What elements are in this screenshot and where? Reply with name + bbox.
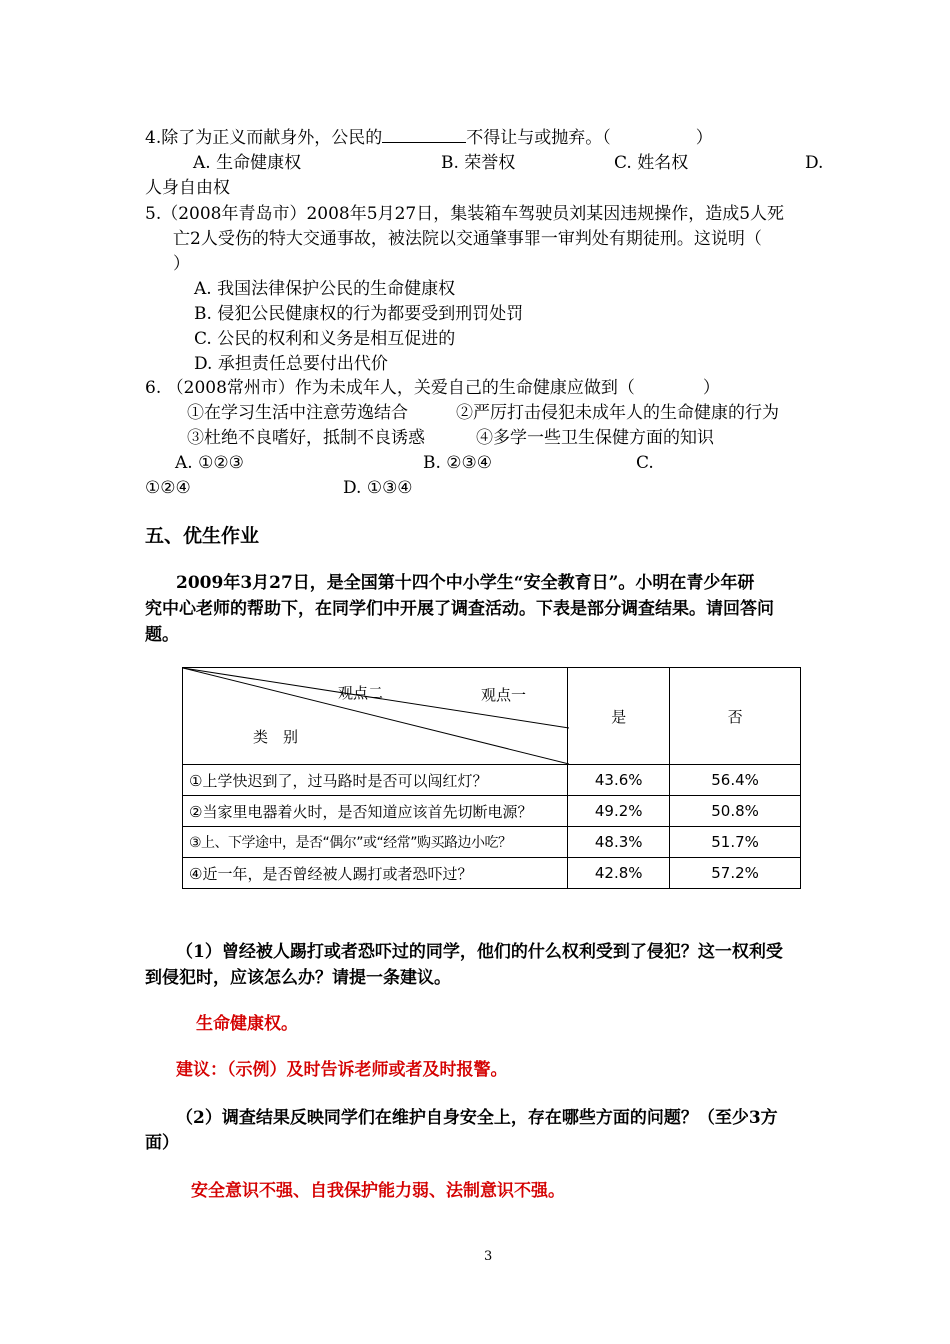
sub-q1-answer-1: 生命健康权。: [196, 1014, 298, 1034]
header-view2: 观点二: [338, 684, 384, 702]
q6-option-c-cont: ①②④: [145, 478, 191, 498]
survey-table: [182, 667, 801, 889]
sub-q1-answer-2: 建议：（示例）及时告诉老师或者及时报警。: [176, 1060, 508, 1080]
row-no: 50.8%: [670, 796, 801, 827]
q6-item-1: ①在学习生活中注意劳逸结合: [187, 403, 408, 423]
q4-stem: [145, 126, 713, 150]
q6-item-4: ④多学一些卫生保健方面的知识: [476, 428, 714, 448]
row-yes: 49.2%: [568, 796, 670, 827]
sub-q2-line-2: 面）: [145, 1133, 179, 1153]
intro-line-2: 究中心老师的帮助下，在同学们中开展了调查活动。下表是部分调查结果。请回答问: [145, 599, 774, 619]
header-category: 类 别: [253, 728, 299, 746]
q6-stem: 6. （2008常州市）作为未成年人，关爱自己的生命健康应做到（ ）: [145, 378, 720, 398]
row-yes: 42.8%: [568, 858, 670, 889]
q4-stem-after: 不得让与或抛弃。（ ）: [466, 128, 713, 148]
q4-option-a: A. 生命健康权: [193, 153, 302, 173]
q6-item-3: ③杜绝不良嗜好，抵制不良诱惑: [187, 428, 425, 448]
q6-item-2: ②严厉打击侵犯未成年人的生命健康的行为: [456, 403, 779, 423]
header-view1: 观点一: [481, 686, 527, 704]
q5-line-3: ）: [173, 254, 190, 274]
q4-answer-blank[interactable]: [382, 126, 466, 143]
q6-option-a: A. ①②③: [175, 453, 244, 473]
sub-q1-line-1: （1）曾经被人踢打或者恐吓过的同学，他们的什么权利受到了侵犯？这一权利受: [176, 942, 783, 962]
col-no: 否: [670, 668, 801, 765]
q4-option-d: D.: [805, 153, 824, 173]
q5-option-c: C. 公民的权利和义务是相互促进的: [194, 329, 456, 349]
table-row: [183, 858, 801, 889]
col-yes: 是: [568, 668, 670, 765]
row-label: ①上学快迟到了，过马路时是否可以闯红灯？: [183, 765, 568, 796]
q4-option-d-cont: 人身自由权: [145, 178, 230, 198]
intro-line-1: 2009年3月27日，是全国第十四个中小学生“安全教育日”。小明在青少年研: [176, 573, 755, 593]
row-label: ③上、下学途中，是否“偶尔”或“经常”购买路边小吃？: [183, 827, 568, 858]
sub-q2-answer: 安全意识不强、自我保护能力弱、法制意识不强。: [191, 1181, 565, 1201]
intro-line-3: 题。: [145, 625, 179, 645]
q5-option-d: D. 承担责任总要付出代价: [194, 354, 388, 374]
table-row: [183, 796, 801, 827]
q6-option-c: C.: [636, 453, 654, 473]
row-no: 51.7%: [670, 827, 801, 858]
q4-option-b: B. 荣誉权: [441, 153, 516, 173]
q4-option-c: C. 姓名权: [614, 153, 689, 173]
table-header-row: [183, 668, 801, 765]
row-label: ④近一年，是否曾经被人踢打或者恐吓过？: [183, 858, 568, 889]
table-row: [183, 765, 801, 796]
row-label: ②当家里电器着火时，是否知道应该首先切断电源？: [183, 796, 568, 827]
page-number: 3: [484, 1249, 493, 1264]
section-title: 五、优生作业: [145, 525, 260, 547]
row-no: 56.4%: [670, 765, 801, 796]
row-yes: 48.3%: [568, 827, 670, 858]
q5-line-1: 5.（2008年青岛市）2008年5月27日，集装箱车驾驶员刘某因违规操作，造成5人死: [145, 204, 785, 224]
q5-option-b: B. 侵犯公民健康权的行为都要受到刑罚处罚: [194, 304, 524, 324]
table-row: [183, 827, 801, 858]
sub-q1-line-2: 到侵犯时，应该怎么办？请提一条建议。: [145, 968, 451, 988]
sub-q2-line-1: （2）调查结果反映同学们在维护自身安全上，存在哪些方面的问题？（至少3方: [176, 1108, 778, 1128]
q6-option-b: B. ②③④: [423, 453, 493, 473]
row-no: 57.2%: [670, 858, 801, 889]
q5-line-2: 亡2人受伤的特大交通事故，被法院以交通肇事罪一审判处有期徒刑。这说明（: [173, 229, 762, 249]
q6-option-d: D. ①③④: [343, 478, 413, 498]
q4-stem-before: 4.除了为正义而献身外，公民的: [145, 128, 383, 148]
q5-option-a: A. 我国法律保护公民的生命健康权: [194, 279, 456, 299]
row-yes: 43.6%: [568, 765, 670, 796]
diagonal-header-cell: [183, 668, 568, 765]
